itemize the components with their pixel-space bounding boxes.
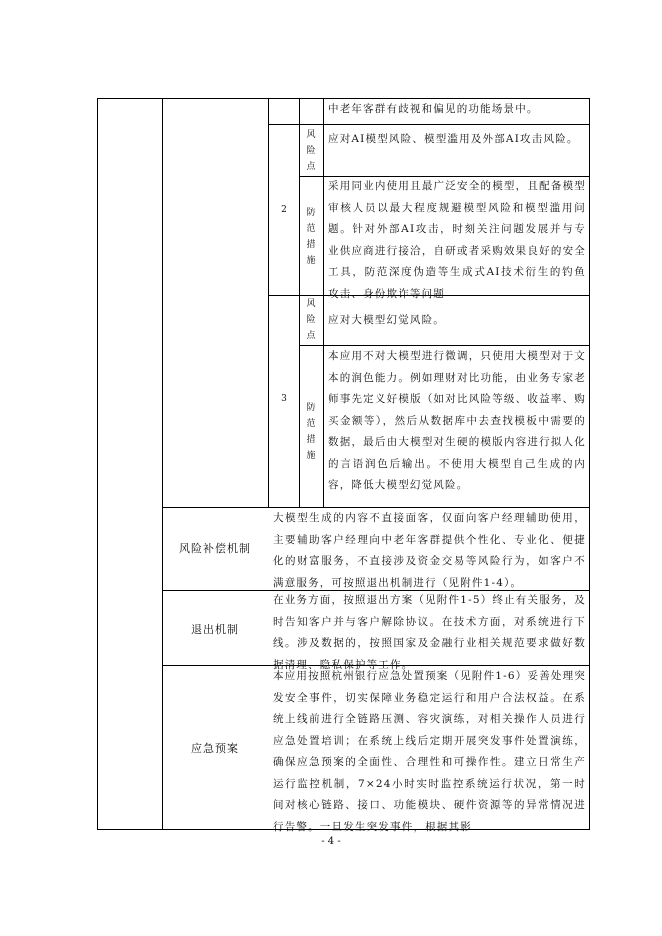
measure-label-char: 范	[306, 224, 316, 234]
page-number: - 4 -	[321, 836, 341, 847]
emergency-text: 本应用按照杭州银行应急处置预案（见附件1-6）妥善处理突发安全事件，切实保障业务稳定运行和用户合法权益。在系统上线前进行全链路压测、容灾演练，对相关操作人员进行应急处置培训；在系统上线后定期开展突发事件处置演练，确保应急预案的全面性、合理性和可操作性。建立日常生产运行监控机制，7×24小时实时监控系统运行状况，第一时间对核心链路、接口、功能模块、硬件资源等的异常情况进行告警。一旦发生突发事件，根据其影	[273, 670, 587, 833]
exit-label: 退出机制	[191, 623, 239, 636]
item3-risk-label	[301, 296, 321, 344]
risk-label-char: 险	[306, 315, 316, 325]
col-line-1	[162, 98, 163, 830]
item2-number: 2	[281, 205, 287, 215]
row-line-a	[268, 124, 590, 125]
measure-label-char: 防	[306, 403, 316, 413]
measure-label-char: 措	[306, 240, 316, 250]
risk-label-char: 风	[306, 299, 316, 309]
item2-measure-label	[301, 205, 321, 269]
item2-risk-text: 应对AI模型风险、模型滥用及外部AI攻击风险。	[328, 133, 579, 145]
measure-label-char: 施	[306, 451, 316, 461]
compensation-label: 风险补偿机制	[179, 542, 251, 555]
col-line-4	[323, 98, 324, 507]
col-line-3	[299, 98, 300, 507]
item3-measure-text: 本应用不对大模型进行微调，只使用大模型对于文本的润色能力。例如理财对比功能，由业务专家老师事先定义好模版（如对比风险等级、收益率、购买金额等），然后从数据库中去查找模板中需要的数据，最后由大模型对生硬的模版内容进行拟人化的言语润色后输出。不使用大模型自己生成的内容，降低大模型幻觉风险。	[328, 350, 586, 491]
col-line-2	[268, 98, 269, 507]
measure-label-char: 措	[306, 435, 316, 445]
risk-label-char: 风	[306, 130, 316, 140]
compensation-text: 大模型生成的内容不直接面客，仅面向客户经理辅助使用，主要辅助客户经理向中老年客群提供个性化、专业化、便捷化的财富服务，不直接涉及资金交易等风险行为，如客户不满意服务，可按照退出机制进行（见附件1-4）。	[273, 512, 586, 589]
item3-risk-text: 应对大模型幻觉风险。	[328, 314, 445, 326]
item2-measure-text: 采用同业内使用且最广泛安全的模型，且配备模型审核人员以最大程度规避模型风险和模型滥用问题。针对外部AI攻击，时刻关注问题发展并与专业供应商进行接洽，自研或者采购效果良好的安全工具，防范深度伪造等生成式AI技术衍生的钓鱼攻击、身份欺诈等问题	[328, 180, 586, 300]
emergency-label: 应急预案	[191, 742, 239, 755]
measure-label-char: 施	[306, 256, 316, 266]
risk-label-char: 点	[306, 331, 316, 341]
risk-label-char: 险	[306, 146, 316, 156]
item3-number: 3	[281, 394, 287, 404]
item3-measure-label	[301, 400, 321, 464]
risk-label-char: 点	[306, 162, 316, 172]
exit-text: 在业务方面，按照退出方案（见附件1-5）终止有关服务，及时告知客户并与客户解除协议。在技术方面，对系统进行下线。涉及数据的，按照国家及金融行业相关规范要求做好数据清理、隐私保护等工作。	[273, 594, 587, 671]
measure-label-char: 范	[306, 419, 316, 429]
table-border-right	[589, 98, 590, 830]
item2-risk-label	[301, 127, 321, 175]
row1-text: 中老年客群有歧视和偏见的功能场景中。	[328, 103, 539, 115]
table-border-left	[97, 98, 98, 830]
measure-label-char: 防	[306, 208, 316, 218]
